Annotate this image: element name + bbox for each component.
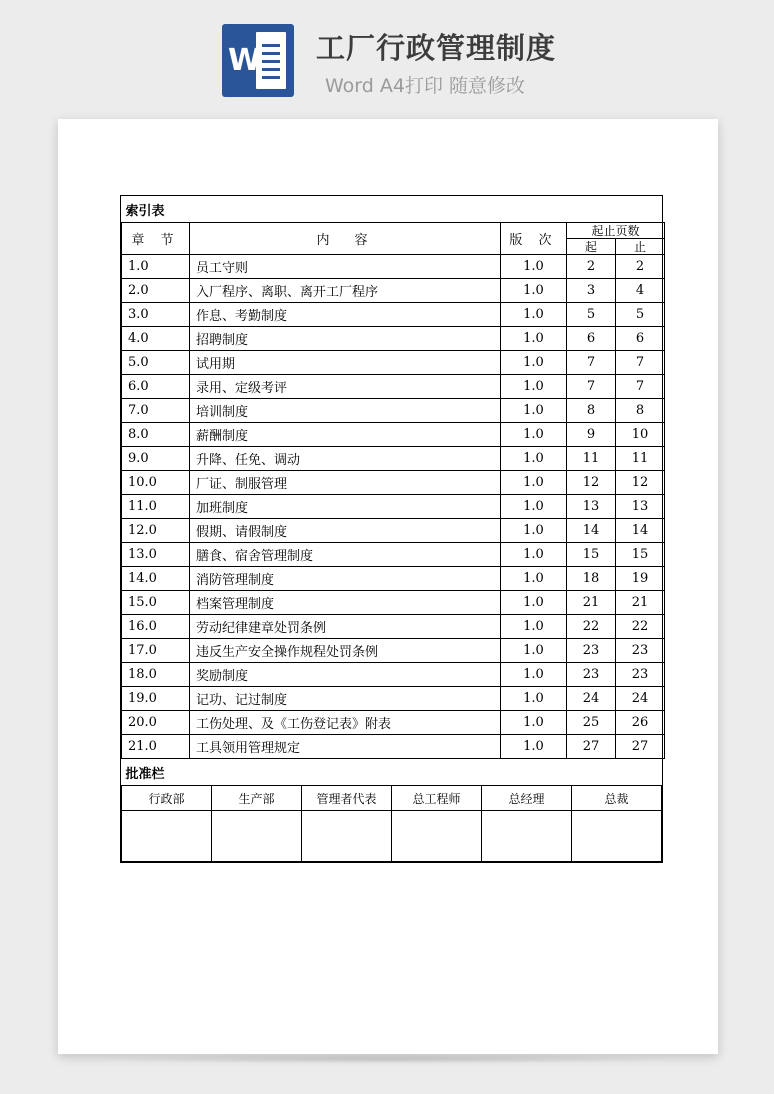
approval-column-label: 生产部: [212, 786, 302, 811]
table-row: [122, 279, 665, 303]
row-content: 违反生产安全操作规程处罚条例: [190, 639, 501, 663]
header-content: 内 容: [190, 223, 501, 255]
row-content: 加班制度: [190, 495, 501, 519]
row-section: 3.0: [122, 303, 190, 327]
row-version: 1.0: [501, 399, 567, 423]
row-end-page: 23: [616, 639, 665, 663]
header-section: 章 节: [122, 223, 190, 255]
approval-signature-cell[interactable]: [482, 811, 572, 862]
row-start-page: 25: [567, 711, 616, 735]
table-row: [122, 519, 665, 543]
approval-section-title: 批准栏: [122, 759, 662, 786]
paper-shadow: [90, 1054, 686, 1064]
row-version: 1.0: [501, 519, 567, 543]
table-row: [122, 567, 665, 591]
word-document-icon: W: [222, 24, 294, 97]
row-start-page: 7: [567, 375, 616, 399]
row-content: 员工守则: [190, 255, 501, 279]
approval-signature-cell[interactable]: [572, 811, 662, 862]
table-row: [122, 423, 665, 447]
row-section: 17.0: [122, 639, 190, 663]
row-section: 14.0: [122, 567, 190, 591]
approval-table: [121, 759, 662, 862]
approval-signature-cell[interactable]: [212, 811, 302, 862]
row-end-page: 2: [616, 255, 665, 279]
row-version: 1.0: [501, 351, 567, 375]
approval-column-label: 总经理: [482, 786, 572, 811]
row-section: 4.0: [122, 327, 190, 351]
index-sheet: [120, 195, 663, 863]
approval-column-label: 行政部: [122, 786, 212, 811]
row-start-page: 14: [567, 519, 616, 543]
table-row: [122, 327, 665, 351]
row-version: 1.0: [501, 687, 567, 711]
row-section: 8.0: [122, 423, 190, 447]
row-section: 13.0: [122, 543, 190, 567]
row-version: 1.0: [501, 423, 567, 447]
row-start-page: 27: [567, 735, 616, 759]
table-row: [122, 303, 665, 327]
row-end-page: 24: [616, 687, 665, 711]
row-start-page: 8: [567, 399, 616, 423]
row-version: 1.0: [501, 639, 567, 663]
row-start-page: 5: [567, 303, 616, 327]
row-version: 1.0: [501, 591, 567, 615]
row-end-page: 12: [616, 471, 665, 495]
row-start-page: 23: [567, 639, 616, 663]
row-content: 假期、请假制度: [190, 519, 501, 543]
row-section: 5.0: [122, 351, 190, 375]
row-version: 1.0: [501, 279, 567, 303]
row-end-page: 7: [616, 375, 665, 399]
row-start-page: 22: [567, 615, 616, 639]
row-start-page: 6: [567, 327, 616, 351]
row-end-page: 14: [616, 519, 665, 543]
row-end-page: 21: [616, 591, 665, 615]
row-version: 1.0: [501, 303, 567, 327]
row-section: 15.0: [122, 591, 190, 615]
row-section: 11.0: [122, 495, 190, 519]
table-row: [122, 615, 665, 639]
approval-signature-cell[interactable]: [122, 811, 212, 862]
row-end-page: 6: [616, 327, 665, 351]
row-section: 21.0: [122, 735, 190, 759]
row-start-page: 3: [567, 279, 616, 303]
row-version: 1.0: [501, 567, 567, 591]
row-section: 1.0: [122, 255, 190, 279]
approval-column-label: 管理者代表: [302, 786, 392, 811]
row-end-page: 7: [616, 351, 665, 375]
row-start-page: 2: [567, 255, 616, 279]
header-pages: 起止页数: [567, 223, 665, 239]
table-row: [122, 375, 665, 399]
row-end-page: 8: [616, 399, 665, 423]
index-table: [121, 196, 665, 759]
row-version: 1.0: [501, 375, 567, 399]
table-row: [122, 255, 665, 279]
header-version: 版 次: [501, 223, 567, 255]
row-end-page: 27: [616, 735, 665, 759]
row-version: 1.0: [501, 255, 567, 279]
row-version: 1.0: [501, 735, 567, 759]
row-end-page: 10: [616, 423, 665, 447]
row-end-page: 11: [616, 447, 665, 471]
row-start-page: 12: [567, 471, 616, 495]
approval-column-label: 总裁: [572, 786, 662, 811]
approval-column-label: 总工程师: [392, 786, 482, 811]
table-row: [122, 399, 665, 423]
row-version: 1.0: [501, 543, 567, 567]
row-section: 16.0: [122, 615, 190, 639]
row-start-page: 18: [567, 567, 616, 591]
row-end-page: 19: [616, 567, 665, 591]
preview-header: [0, 0, 774, 110]
table-row: [122, 543, 665, 567]
row-end-page: 26: [616, 711, 665, 735]
row-end-page: 22: [616, 615, 665, 639]
row-end-page: 13: [616, 495, 665, 519]
row-end-page: 15: [616, 543, 665, 567]
row-section: 10.0: [122, 471, 190, 495]
header-end: 止: [616, 239, 665, 255]
row-section: 19.0: [122, 687, 190, 711]
row-content: 工具领用管理规定: [190, 735, 501, 759]
row-start-page: 23: [567, 663, 616, 687]
table-row: [122, 471, 665, 495]
row-start-page: 11: [567, 447, 616, 471]
row-section: 6.0: [122, 375, 190, 399]
row-start-page: 21: [567, 591, 616, 615]
row-version: 1.0: [501, 615, 567, 639]
row-start-page: 15: [567, 543, 616, 567]
row-section: 20.0: [122, 711, 190, 735]
document-title: 工厂行政管理制度: [316, 31, 557, 65]
row-content: 膳食、宿舍管理制度: [190, 543, 501, 567]
row-section: 9.0: [122, 447, 190, 471]
row-content: 记功、记过制度: [190, 687, 501, 711]
row-content: 奖励制度: [190, 663, 501, 687]
table-row: [122, 711, 665, 735]
row-start-page: 9: [567, 423, 616, 447]
row-end-page: 23: [616, 663, 665, 687]
index-section-title: 索引表: [122, 196, 665, 223]
approval-signature-cell[interactable]: [302, 811, 392, 862]
table-row: [122, 495, 665, 519]
row-end-page: 4: [616, 279, 665, 303]
table-row: [122, 639, 665, 663]
row-version: 1.0: [501, 447, 567, 471]
row-section: 2.0: [122, 279, 190, 303]
row-version: 1.0: [501, 711, 567, 735]
row-section: 7.0: [122, 399, 190, 423]
table-row: [122, 687, 665, 711]
row-content: 入厂程序、离职、离开工厂程序: [190, 279, 501, 303]
row-content: 升降、任免、调动: [190, 447, 501, 471]
row-version: 1.0: [501, 495, 567, 519]
row-content: 劳动纪律建章处罚条例: [190, 615, 501, 639]
table-row: [122, 351, 665, 375]
row-content: 档案管理制度: [190, 591, 501, 615]
row-section: 12.0: [122, 519, 190, 543]
row-content: 招聘制度: [190, 327, 501, 351]
row-content: 作息、考勤制度: [190, 303, 501, 327]
row-content: 薪酬制度: [190, 423, 501, 447]
table-row: [122, 735, 665, 759]
row-start-page: 24: [567, 687, 616, 711]
document-subtitle: Word A4打印 随意修改: [325, 75, 526, 97]
row-start-page: 13: [567, 495, 616, 519]
approval-signature-cell[interactable]: [392, 811, 482, 862]
row-start-page: 7: [567, 351, 616, 375]
row-end-page: 5: [616, 303, 665, 327]
row-section: 18.0: [122, 663, 190, 687]
row-content: 培训制度: [190, 399, 501, 423]
table-row: [122, 591, 665, 615]
header-start: 起: [567, 239, 616, 255]
row-version: 1.0: [501, 471, 567, 495]
row-content: 工伤处理、及《工伤登记表》附表: [190, 711, 501, 735]
row-version: 1.0: [501, 327, 567, 351]
row-content: 录用、定级考评: [190, 375, 501, 399]
row-version: 1.0: [501, 663, 567, 687]
table-row: [122, 663, 665, 687]
row-content: 试用期: [190, 351, 501, 375]
row-content: 消防管理制度: [190, 567, 501, 591]
table-row: [122, 447, 665, 471]
row-content: 厂证、制服管理: [190, 471, 501, 495]
